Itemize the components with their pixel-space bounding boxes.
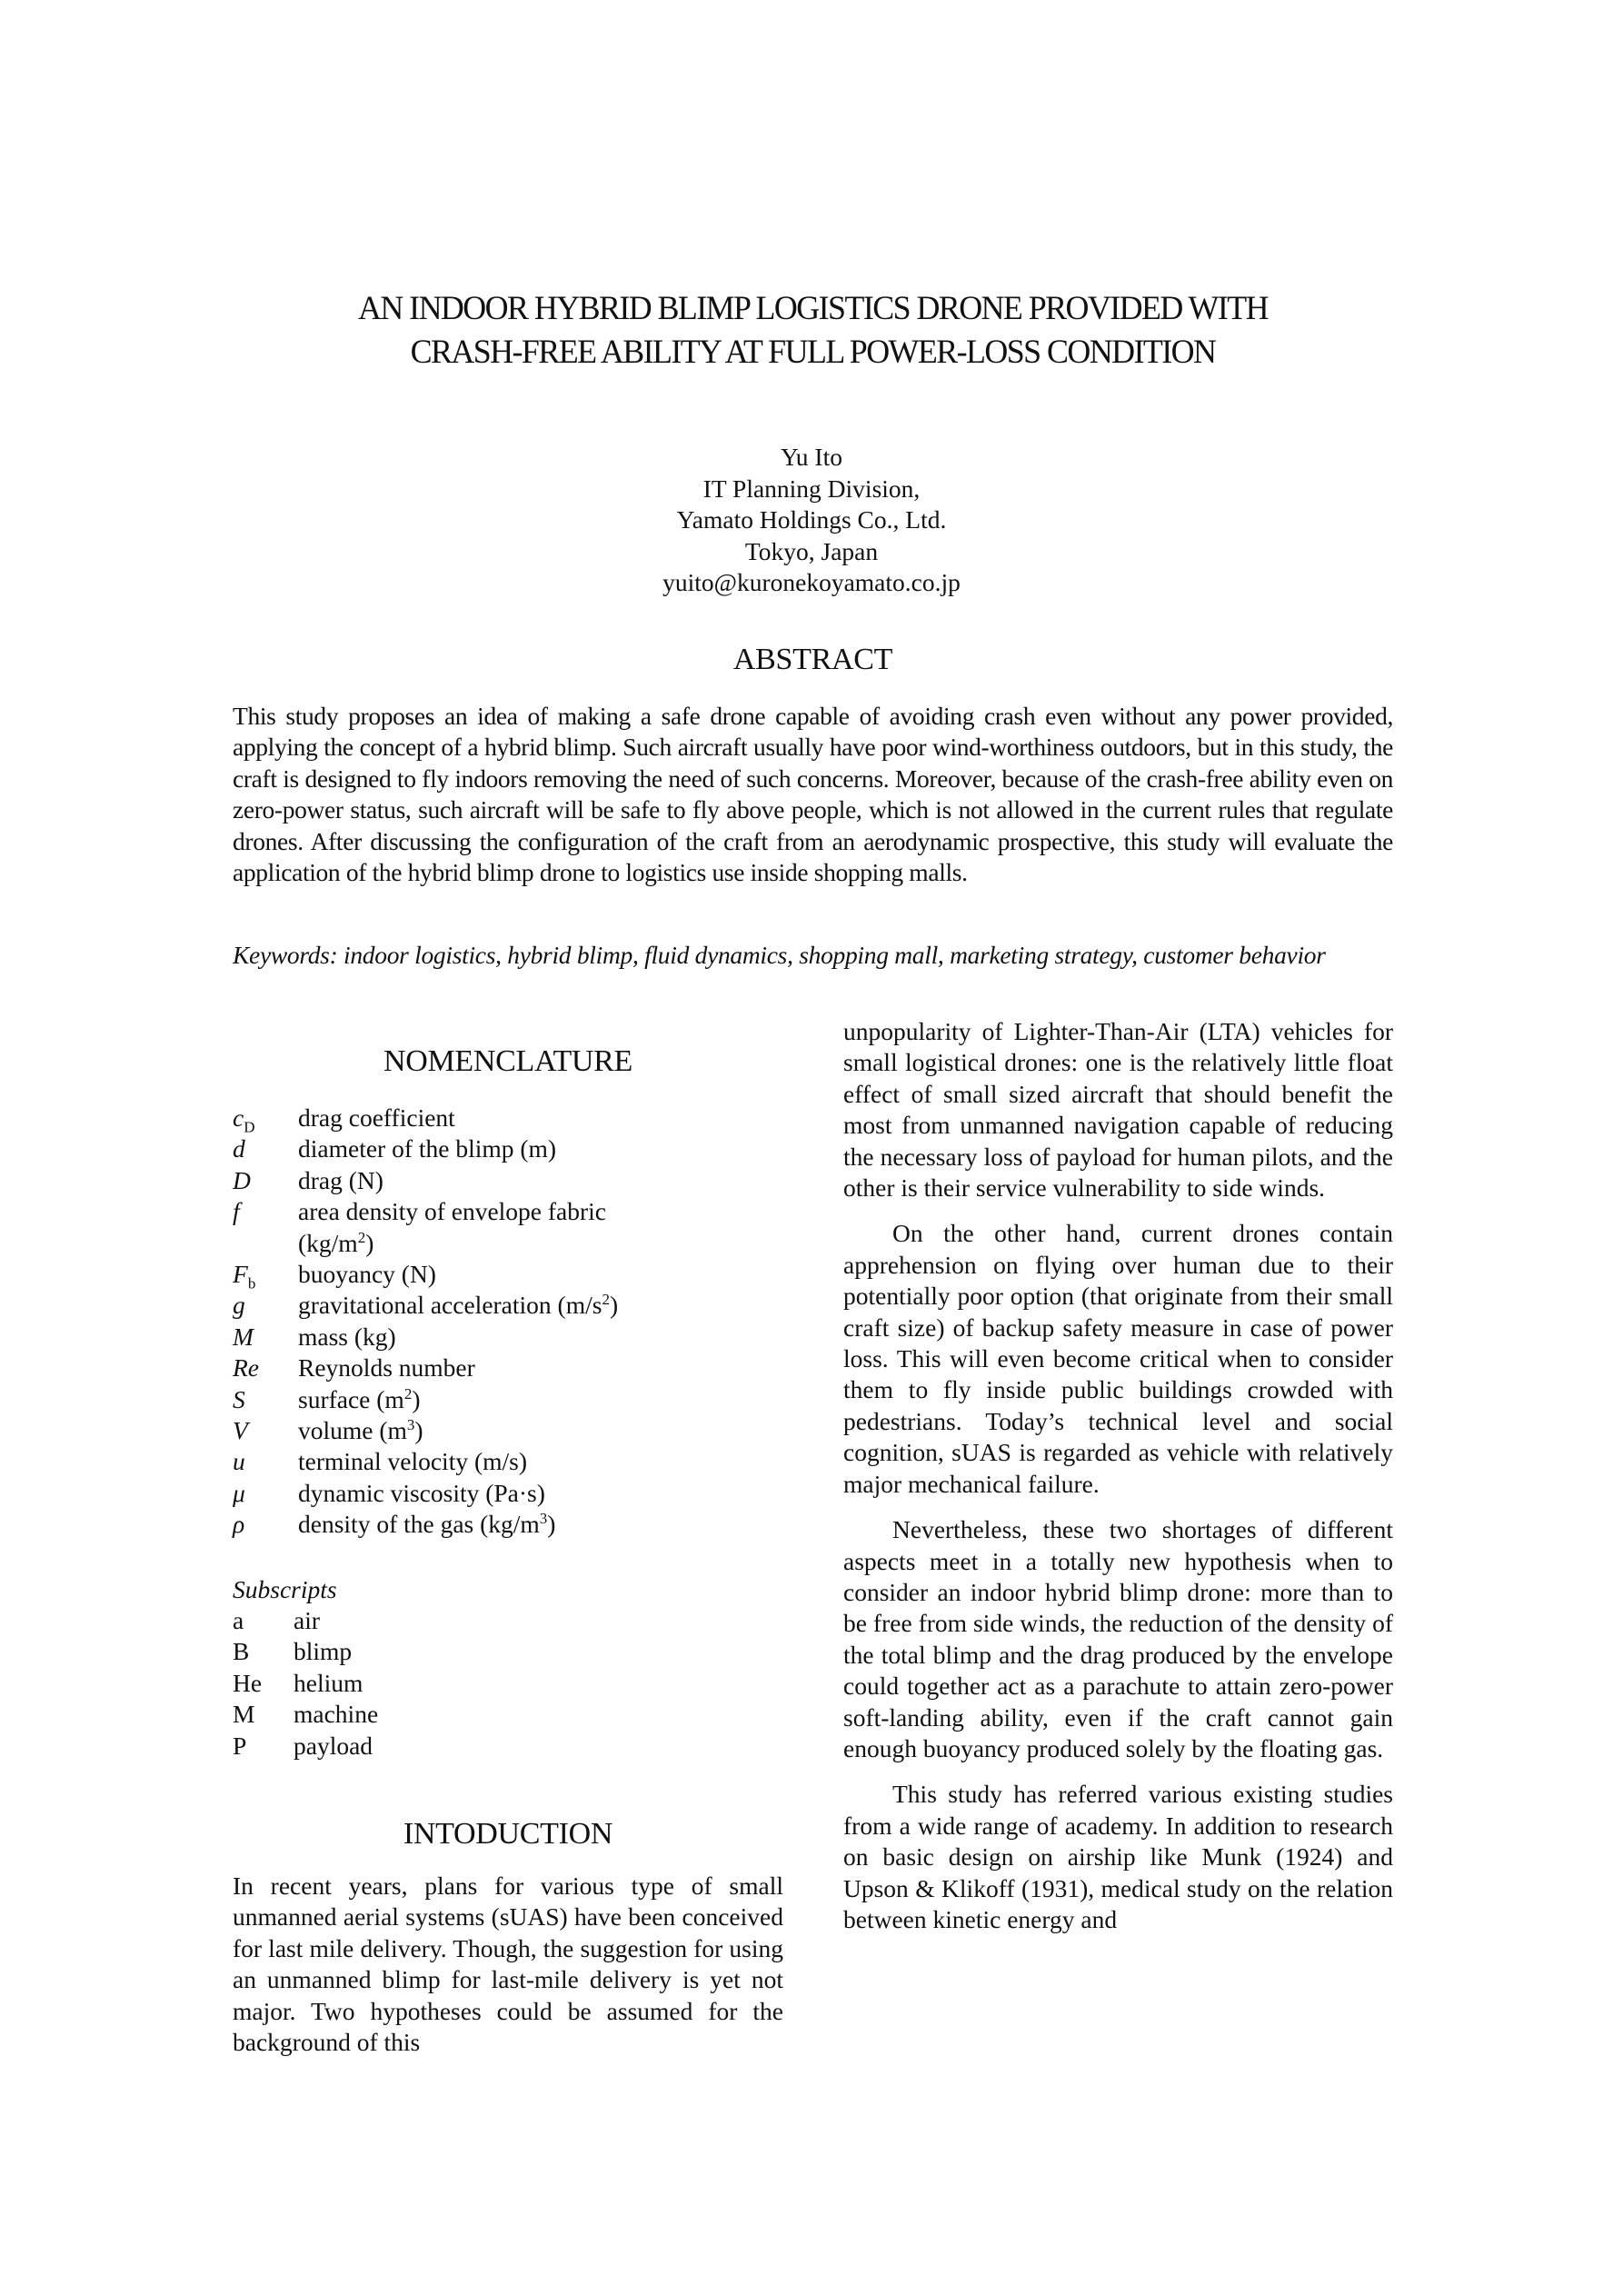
nomenclature-description: volume $(m^3)$: [298, 1415, 423, 1445]
author-location: Tokyo, Japan: [744, 536, 879, 565]
subscript-item: [233, 1731, 783, 1762]
nomenclature-description: area density of envelope fabric $(kg/m^2)$: [298, 1197, 606, 1257]
keywords-label: Keywords:: [233, 941, 338, 969]
nomenclature-symbol: V: [233, 1416, 248, 1445]
introduction-paragraph-1: In recent years, plans for various type of small unmanned aerial systems (sUAS) have been conceived for last mile delivery. Though, the suggestion for using an unmanned blimp for last-mile delivery is yet not major. Two hypotheses could be assumed for the background of this: [233, 1872, 783, 2057]
nomenclature-symbol: M: [233, 1322, 254, 1351]
subscript-item: [233, 1636, 783, 1667]
subscript-description: payload: [294, 1731, 373, 1760]
subscript-symbol: P: [233, 1731, 247, 1760]
paper-title: [250, 287, 1376, 374]
nomenclature-item: [233, 1353, 783, 1383]
subscript-symbol: B: [233, 1637, 250, 1666]
subscripts-list: [233, 1605, 783, 1762]
nomenclature-description: Reynolds number: [298, 1353, 475, 1383]
nomenclature-item: [233, 1415, 783, 1446]
nomenclature-description: gravitational acceleration $(m/s^2)$: [298, 1291, 619, 1320]
subscripts-heading: Subscripts: [233, 1575, 337, 1603]
nomenclature-item: [233, 1384, 783, 1415]
nomenclature-description: drag (N): [298, 1165, 383, 1194]
nomenclature-heading: NOMENCLATURE: [383, 1044, 633, 1078]
author-division: IT Planning Division,: [702, 474, 921, 503]
subscript-item: [233, 1605, 783, 1636]
subscript-symbol: M: [233, 1700, 255, 1729]
nomenclature-item: [233, 1133, 783, 1164]
nomenclature-description: mass (kg): [298, 1322, 396, 1351]
nomenclature-item: [233, 1509, 783, 1540]
introduction-paragraph-continued: unpopularity of Lighter-Than-Air (LTA) vehicles for small logistical drones: one is the relatively little float effect of small sized aircraft that should benefit the most from unmanned navigation capable of reducing the necessary loss of payload for human pilots, and the other is their service vulnerability to side winds.: [843, 1017, 1393, 1203]
subscript-symbol: a: [233, 1606, 244, 1634]
nomenclature-description: terminal velocity (m/s): [298, 1447, 528, 1476]
nomenclature-symbol: $F_b$: [233, 1260, 256, 1293]
abstract-body: This study proposes an idea of making a safe drone capable of avoiding crash even without any power provided, applying the concept of a hybrid blimp. Such aircraft usually have poor wind-worthiness outdoors, but in this study, the craft is designed to fly indoors removing the need of such concerns. Moreover, because of the crash-free ability even on zero-power status, such aircraft will be safe to fly above people, which is not allowed in the current rules that regulate drones. After discussing the configuration of the craft from an aerodynamic prospective, this study will evaluate the application of the hybrid blimp drone to logistics use inside shopping malls.: [233, 702, 1393, 887]
nomenclature-item: [233, 1165, 783, 1196]
subscript-symbol: He: [233, 1668, 263, 1697]
nomenclature-description: diameter of the blimp (m): [298, 1134, 557, 1163]
subscript-description: machine: [294, 1700, 379, 1729]
introduction-paragraph-3: Nevertheless, these two shortages of different aspects meet in a totally new hypothesis when to consider an indoor hybrid blimp drone: more than to be free from side winds, the reduction of the density of the total blimp and the drag produced by the envelope could together act as a parachute to attain zero-power soft-landing ability, even if the craft cannot gain enough buoyancy produced solely by the floating gas.: [843, 1515, 1393, 1762]
nomenclature-symbol: g: [233, 1291, 245, 1320]
subscript-description: air: [294, 1606, 321, 1634]
nomenclature-symbol: ρ: [233, 1510, 245, 1539]
subscript-description: blimp: [294, 1637, 353, 1666]
keywords: [233, 939, 1393, 971]
subscript-description: helium: [294, 1668, 363, 1697]
nomenclature-item: [233, 1478, 783, 1509]
nomenclature-symbol: $c_D$: [233, 1103, 255, 1136]
title-line-1: AN INDOOR HYBRID BLIMP LOGISTICS DRONE PROVIDED WITH: [358, 290, 1268, 327]
nomenclature-symbol: S: [233, 1384, 245, 1413]
introduction-right-column: [843, 1016, 1393, 1935]
nomenclature-item: [233, 1103, 783, 1136]
introduction-left-column: [233, 1871, 783, 2058]
nomenclature-symbol: D: [233, 1165, 251, 1194]
nomenclature-description: buoyancy (N): [298, 1260, 436, 1289]
title-line-2: CRASH-FREE ABILITY AT FULL POWER-LOSS CONDITION: [410, 334, 1216, 371]
nomenclature-description: density of the gas $(kg/m^3)$: [298, 1510, 556, 1539]
nomenclature-description: dynamic viscosity (Pa·s): [298, 1478, 545, 1507]
author-name: Yu Ito: [781, 443, 842, 471]
nomenclature-symbol: μ: [233, 1478, 245, 1507]
nomenclature-item: [233, 1290, 783, 1321]
keywords-list: indoor logistics, hybrid blimp, fluid dynamics, shopping mall, marketing strategy, customer behavior: [344, 941, 1326, 969]
introduction-paragraph-2: On the other hand, current drones contain apprehension on flying over human due to their potentially poor option (that originate from their small craft size) of backup safety measure in case of power loss. This will even become critical when to consider them to fly inside public buildings crowded with pedestrians. Today’s technical level and social cognition, sUAS is regarded as vehicle with relatively major mechanical failure.: [843, 1219, 1393, 1498]
author-email[interactable]: yuito@kuronekoyamato.co.jp: [662, 568, 961, 596]
subscript-item: [233, 1668, 783, 1699]
nomenclature-item: [233, 1196, 783, 1259]
nomenclature-description: surface $(m^2)$: [298, 1384, 421, 1413]
nomenclature-item: [233, 1322, 783, 1353]
introduction-paragraph-4: This study has referred various existing studies from a wide range of academy. In addition to research on basic design on airship like Munk (1924) and Upson & Klikoff (1931), medical study on the relation between kinetic energy and: [843, 1780, 1393, 1933]
nomenclature-symbol: Re: [233, 1353, 260, 1383]
nomenclature-item: [233, 1446, 783, 1477]
subscript-item: [233, 1699, 783, 1730]
nomenclature-symbol: f: [233, 1197, 240, 1226]
introduction-heading: INTODUCTION: [403, 1817, 613, 1851]
author-organization: Yamato Holdings Co., Ltd.: [676, 505, 947, 534]
nomenclature-item: [233, 1259, 783, 1293]
nomenclature-list: [233, 1103, 783, 1541]
author-block: [505, 442, 1118, 599]
nomenclature-description: drag coefficient: [298, 1103, 455, 1132]
abstract-heading: ABSTRACT: [732, 643, 893, 676]
nomenclature-symbol: u: [233, 1447, 245, 1476]
nomenclature-symbol: d: [233, 1134, 245, 1163]
